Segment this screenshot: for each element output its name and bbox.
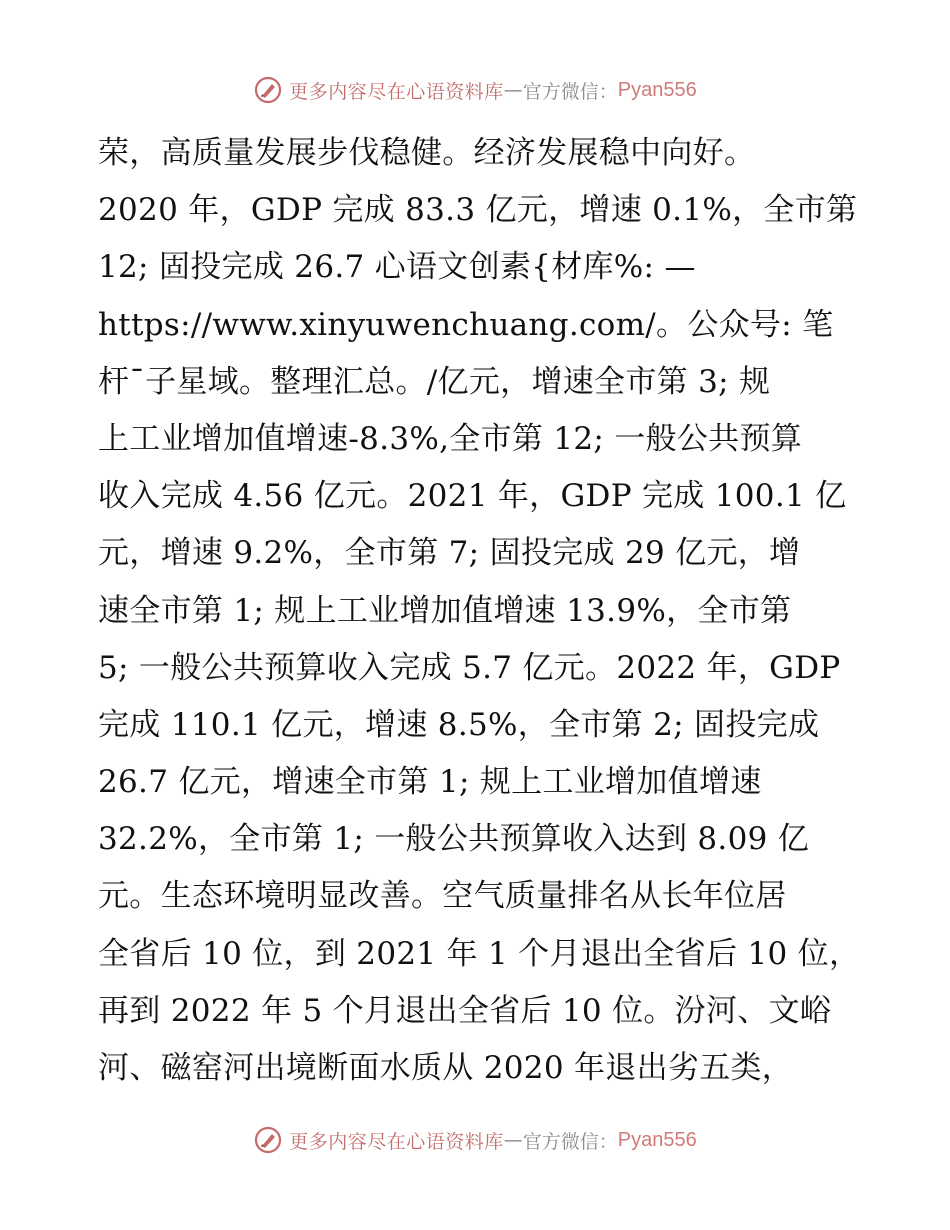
banner-contact-label: 官方微信： (522, 80, 618, 103)
pen-nib-icon (253, 75, 283, 105)
banner-contact-id: Pyan556 (617, 78, 697, 101)
text-line: 32.2%，全市第 1; 一般公共预算收入达到 8.09 亿 (98, 821, 810, 858)
text-line: 上工业增加值增速-8.3%,全市第 12; 一般公共预算 (98, 420, 803, 457)
footer-banner (0, 1123, 950, 1157)
text-line: 速全市第 1; 规上工业增加值增速 13.9%，全市第 (98, 592, 792, 629)
text-line: 元。生态环境明显改善。空气质量排名从长年位居 (98, 878, 787, 915)
banner-separator: — (503, 1129, 523, 1151)
text-line: 收入完成 4.56 亿元。2021 年，GDP 完成 100.1 亿 (98, 478, 847, 515)
text-line: 完成 110.1 亿元，增速 8.5%，全市第 2; 固投完成 (98, 706, 820, 743)
text-line: 河、磁窑河出境断面水质从 2020 年退出劣五类， (98, 1050, 794, 1086)
banner-text: 更多内容尽在心语资料库 (289, 1130, 504, 1153)
text-line: https://www.xinyuwenchuang.com/。公众号: 笔 (98, 306, 834, 343)
text-line: 荣，高质量发展步伐稳健。经济发展稳中向好。 (98, 135, 756, 171)
banner-separator: — (503, 79, 523, 101)
text-line: 杆¯子星域。整理汇总。/亿元，增速全市第 3; 规 (98, 363, 771, 400)
text-line: 26.7 亿元，增速全市第 1; 规上工业增加值增速 (98, 764, 762, 801)
pen-nib-icon (253, 1125, 283, 1155)
text-line: 再到 2022 年 5 个月退出全省后 10 位。汾河、文峪 (98, 992, 832, 1029)
text-line: 元，增速 9.2%，全市第 7; 固投完成 29 亿元，增 (98, 535, 801, 572)
banner-contact-id: Pyan556 (617, 1128, 697, 1151)
banner-contact-label: 官方微信： (522, 1130, 618, 1153)
text-line: 全省后 10 位，到 2021 年 1 个月退出全省后 10 位， (98, 935, 861, 972)
banner-text: 更多内容尽在心语资料库 (289, 80, 504, 103)
document-body (98, 125, 898, 1097)
header-banner (0, 73, 950, 107)
text-line: 5; 一般公共预算收入完成 5.7 亿元。2022 年，GDP (98, 649, 841, 686)
text-line: 2020 年，GDP 完成 83.3 亿元，增速 0.1%，全市第 (98, 192, 858, 229)
text-line: 12; 固投完成 26.7 心语文创素{材库%: — (98, 249, 696, 286)
